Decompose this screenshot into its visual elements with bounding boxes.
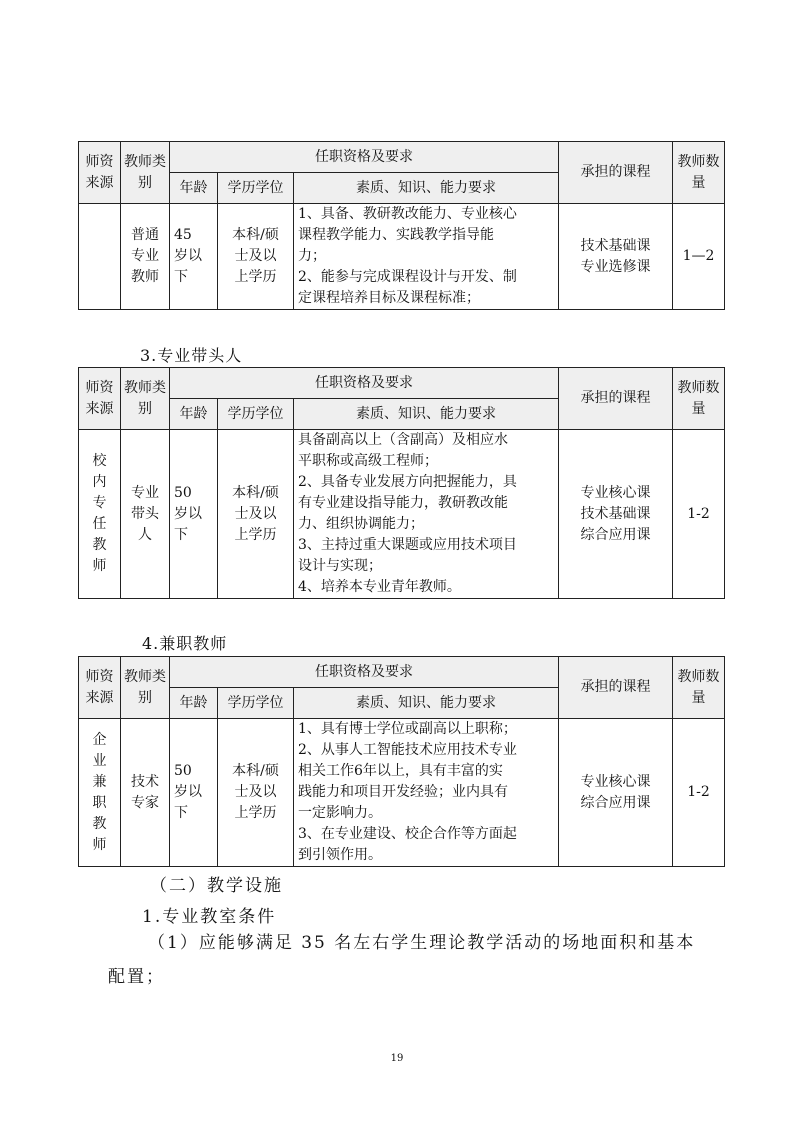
cell-source: 企 业 兼 职 教 师	[79, 719, 121, 867]
header-age: 年龄	[170, 399, 218, 430]
cell-count: 1—2	[673, 204, 725, 310]
teacher-table-parttime	[78, 656, 725, 867]
cell-ability: 1、具备、教研教改能力、专业核心 课程教学能力、实践教学指导能 力； 2、能参与完成课程设计与开发、制 定课程培养目标及课程标准；	[294, 204, 559, 310]
header-source: 师资来源	[79, 142, 121, 204]
cell-education: 本科/硕 士及以 上学历	[218, 204, 294, 310]
header-education: 学历学位	[218, 399, 294, 430]
teacher-table-leader	[78, 367, 725, 599]
header-course: 承担的课程	[559, 368, 673, 430]
page-number: 19	[390, 1053, 404, 1064]
cell-type: 技术 专家	[121, 719, 170, 867]
cell-source	[79, 204, 121, 310]
section-heading-parttime: 4.兼职教师	[142, 634, 228, 653]
paragraph-classroom-capacity: （1）应能够满足 35 名左右学生理论教学活动的场地面积和基本配置；	[108, 933, 696, 987]
header-course: 承担的课程	[559, 142, 673, 204]
cell-count: 1-2	[673, 719, 725, 867]
header-qualification: 任职资格及要求	[170, 657, 559, 688]
header-ability: 素质、知识、能力要求	[294, 399, 559, 430]
cell-ability: 1、具有博士学位或副高以上职称； 2、从事人工智能技术应用技术专业 相关工作6年以上，具有丰富的实 践能力和项目开发经验；业内具有 一定影响力。 3、在专业建设、校企合作等方面起 到引领作用。	[294, 719, 559, 867]
cell-age: 45 岁以 下	[170, 204, 218, 310]
header-age: 年龄	[170, 688, 218, 719]
header-education: 学历学位	[218, 688, 294, 719]
cell-course: 专业核心课 技术基础课 综合应用课	[559, 430, 673, 599]
header-education: 学历学位	[218, 173, 294, 204]
cell-education: 本科/硕 士及以 上学历	[218, 430, 294, 599]
header-ability: 素质、知识、能力要求	[294, 688, 559, 719]
cell-course: 专业核心课 综合应用课	[559, 719, 673, 867]
header-type: 教师类别	[121, 368, 170, 430]
header-age: 年龄	[170, 173, 218, 204]
header-count: 教师数量	[673, 657, 725, 719]
section-heading-facilities: （二）教学设施	[150, 876, 283, 896]
cell-age: 50 岁以 下	[170, 430, 218, 599]
cell-education: 本科/硕 士及以 上学历	[218, 719, 294, 867]
teacher-table-general	[78, 141, 725, 310]
cell-type: 专业 带头 人	[121, 430, 170, 599]
cell-count: 1-2	[673, 430, 725, 599]
header-qualification: 任职资格及要求	[170, 142, 559, 173]
cell-ability: 具备副高以上（含副高）及相应水 平职称或高级工程师； 2、具备专业发展方向把握能力，具 有专业建设指导能力，教研教改能 力、组织协调能力； 3、主持过重大课题或应用技术项目 设计与实现； 4、培养本专业青年教师。	[294, 430, 559, 599]
section-heading-classroom: 1.专业教室条件	[142, 907, 277, 927]
header-qualification: 任职资格及要求	[170, 368, 559, 399]
header-count: 教师数量	[673, 368, 725, 430]
section-heading-leader: 3.专业带头人	[140, 346, 243, 365]
cell-age: 50 岁以 下	[170, 719, 218, 867]
cell-source: 校 内 专 任 教 师	[79, 430, 121, 599]
cell-type: 普通 专业 教师	[121, 204, 170, 310]
header-type: 教师类别	[121, 657, 170, 719]
header-course: 承担的课程	[559, 657, 673, 719]
header-type: 教师类别	[121, 142, 170, 204]
header-source: 师资来源	[79, 368, 121, 430]
header-source: 师资来源	[79, 657, 121, 719]
header-ability: 素质、知识、能力要求	[294, 173, 559, 204]
cell-course: 技术基础课 专业选修课	[559, 204, 673, 310]
header-count: 教师数量	[673, 142, 725, 204]
